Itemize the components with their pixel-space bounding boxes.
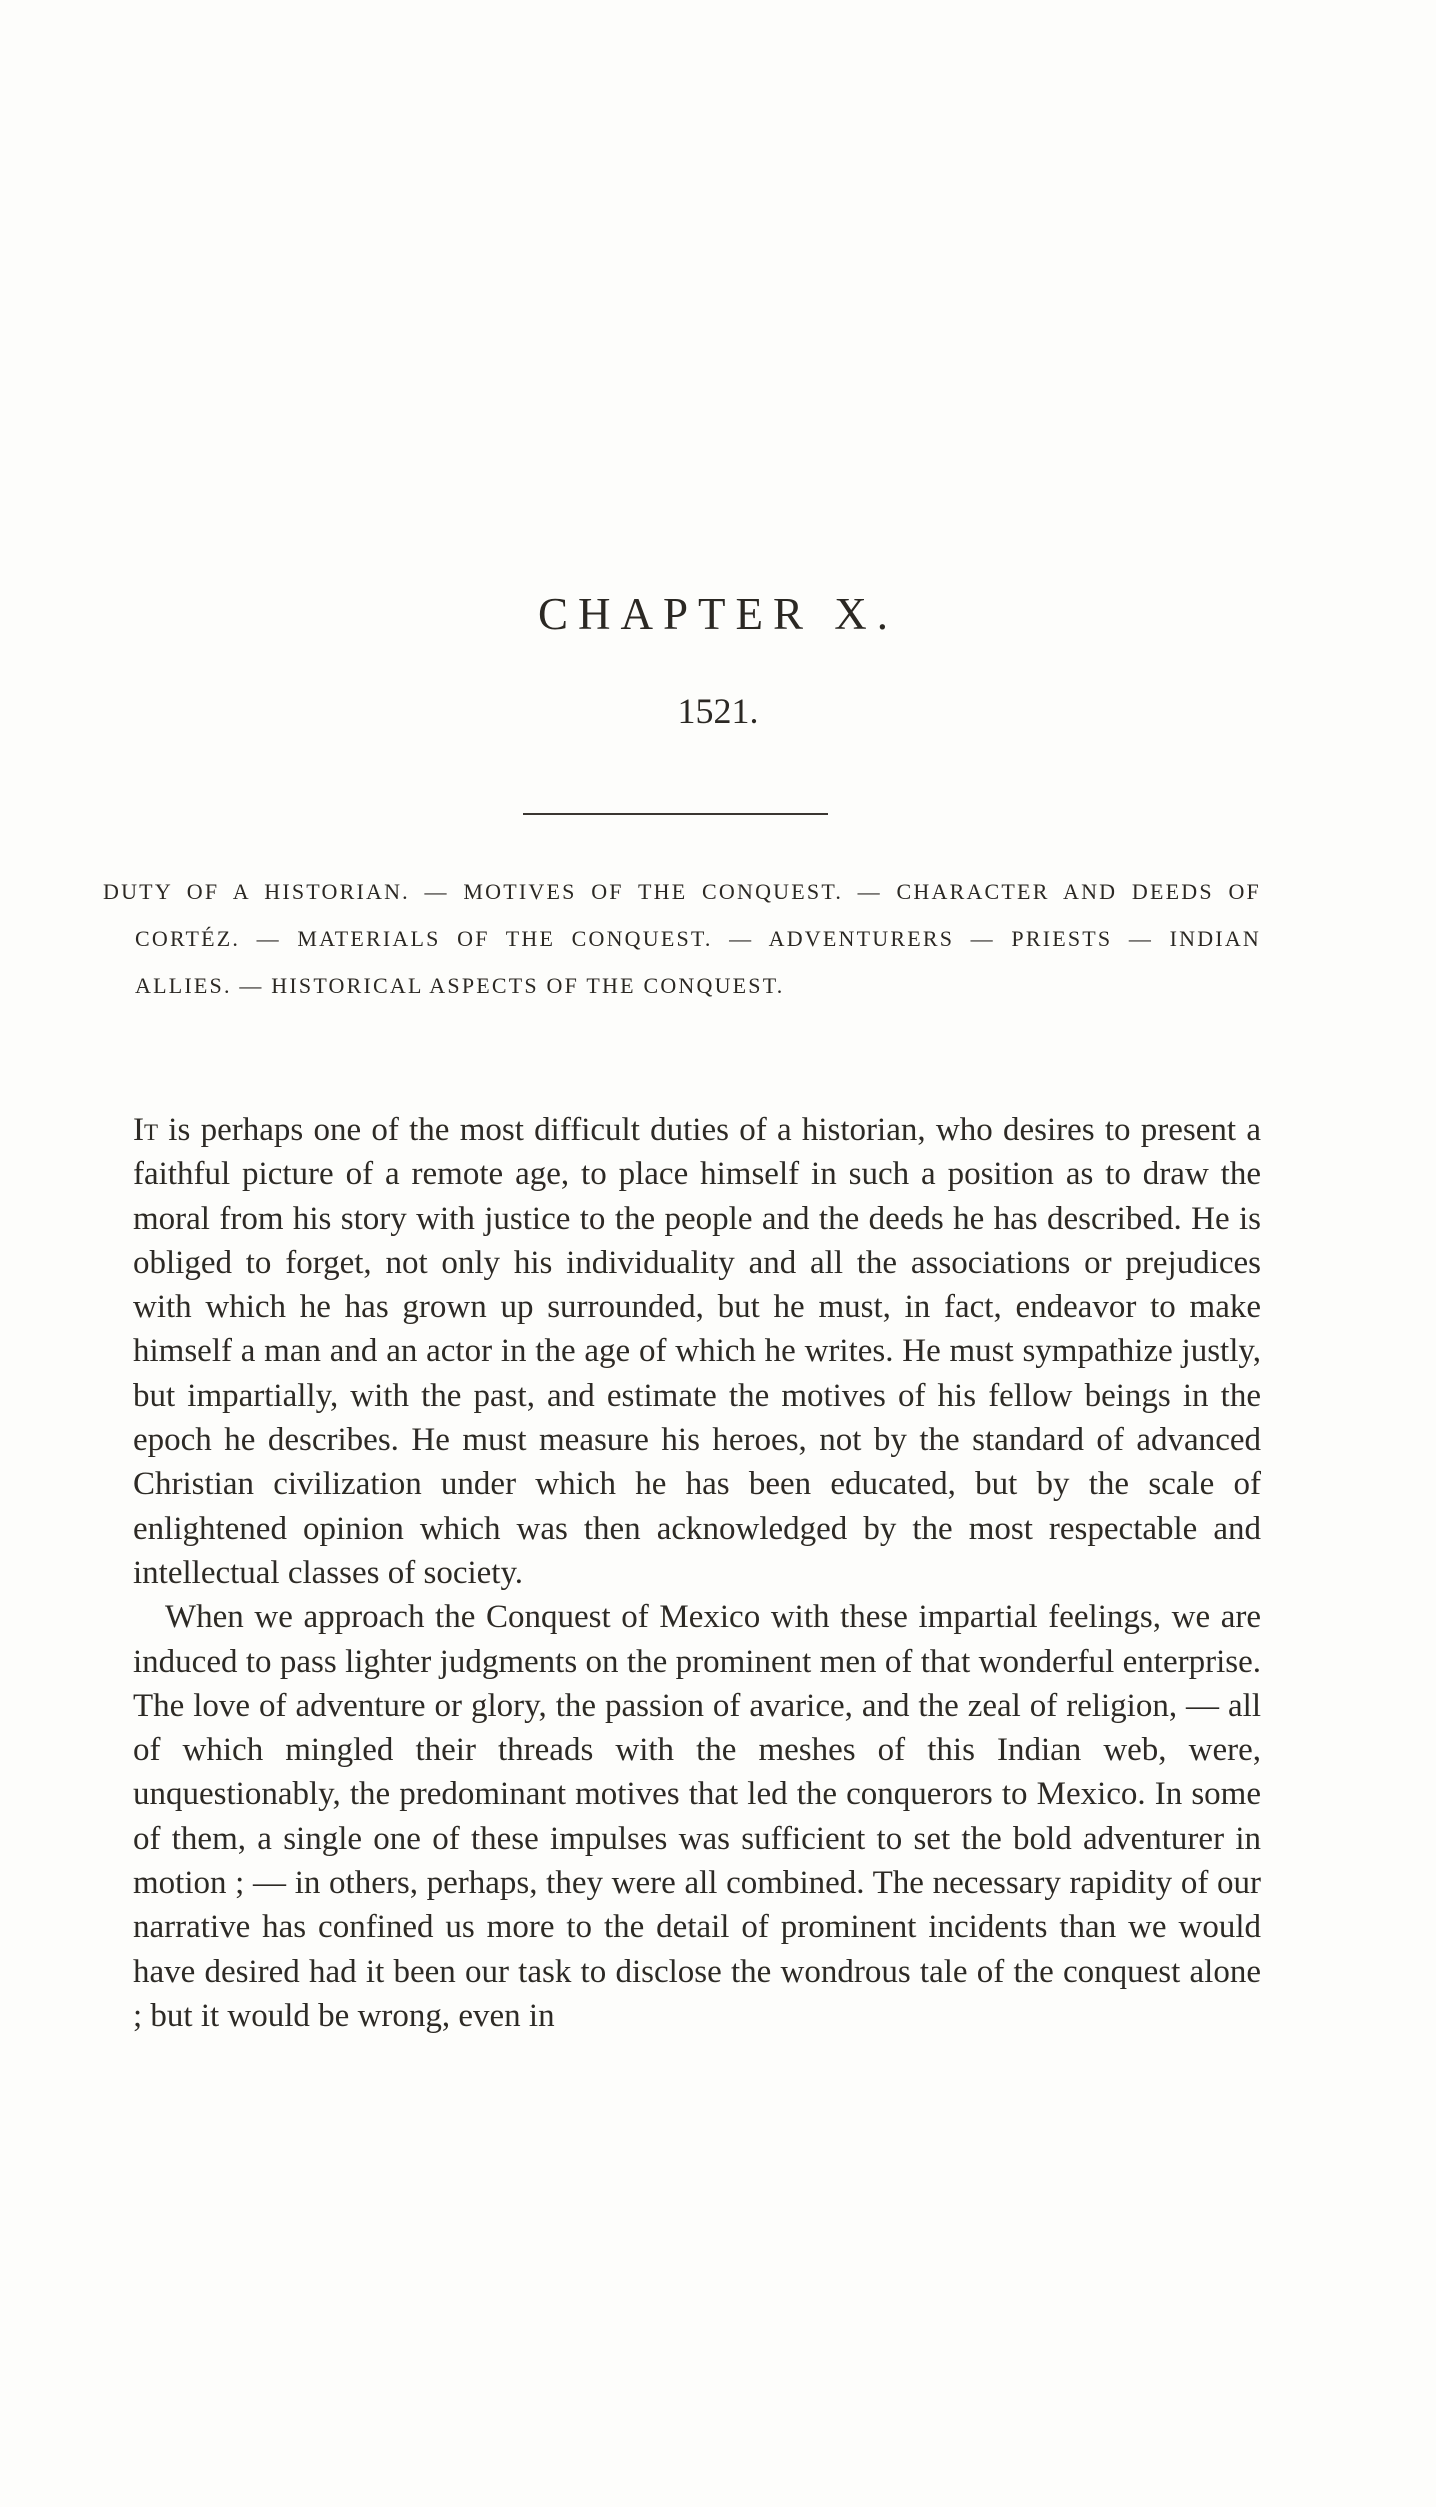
paragraph-1	[133, 1108, 1261, 1595]
paragraph-2	[133, 1595, 1261, 2038]
chapter-synopsis	[103, 868, 1261, 1009]
paragraph-1-lead: It	[133, 1112, 159, 1148]
paragraph-1-text: is perhaps one of the most difficult duties of a historian, who desires to present a faithful picture of a remote age, to place himself in such a position as to draw the moral from his story with justice to the people and the deeds he has described. He is obliged to forget, not only his individuality and all the associations or prejudices with which he has grown up surrounded, but he must, in fact, endeavor to make himself a man and an actor in the age of which he writes. He must sympathize justly, but impartially, with the past, and estimate the motives of his fellow beings in the epoch he describes. He must measure his heroes, not by the standard of advanced Christian civilization under which he has been educated, but by the scale of enlightened opinion which was then acknowledged by the most respectable and intellectual classes of society.	[133, 1112, 1261, 1591]
paragraph-2-text: When we approach the Conquest of Mexico with these impartial feelings, we are induced to pass lighter judgments on the prominent men of that wonderful enterprise. The love of adventure or glory, the passion of avarice, and the zeal of religion, — all of which mingled their threads with the meshes of this Indian web, were, unquestionably, the predominant motives that led the conquerors to Mexico. In some of them, a single one of these impulses was sufficient to set the bold adventurer in motion ; — in others, perhaps, they were all combined. The necessary rapidity of our narrative has confined us more to the detail of prominent incidents than we would have desired had it been our task to disclose the wondrous tale of the conquest alone ; but it would be wrong, even in	[133, 1599, 1261, 2034]
chapter-title: CHAPTER X.	[537, 589, 899, 639]
synopsis-text: DUTY OF A HISTORIAN. — MOTIVES OF THE CONQUEST. — CHARACTER AND DEEDS OF CORTÉZ. — MATERIALS OF THE CONQUEST. — ADVENTURERS — PRIESTS — INDIAN ALLIES. — HISTORICAL ASPECTS OF THE CONQUEST.	[103, 879, 1261, 998]
chapter-body	[133, 1108, 1261, 2038]
title-rule	[523, 813, 828, 815]
chapter-year: 1521.	[677, 691, 759, 731]
